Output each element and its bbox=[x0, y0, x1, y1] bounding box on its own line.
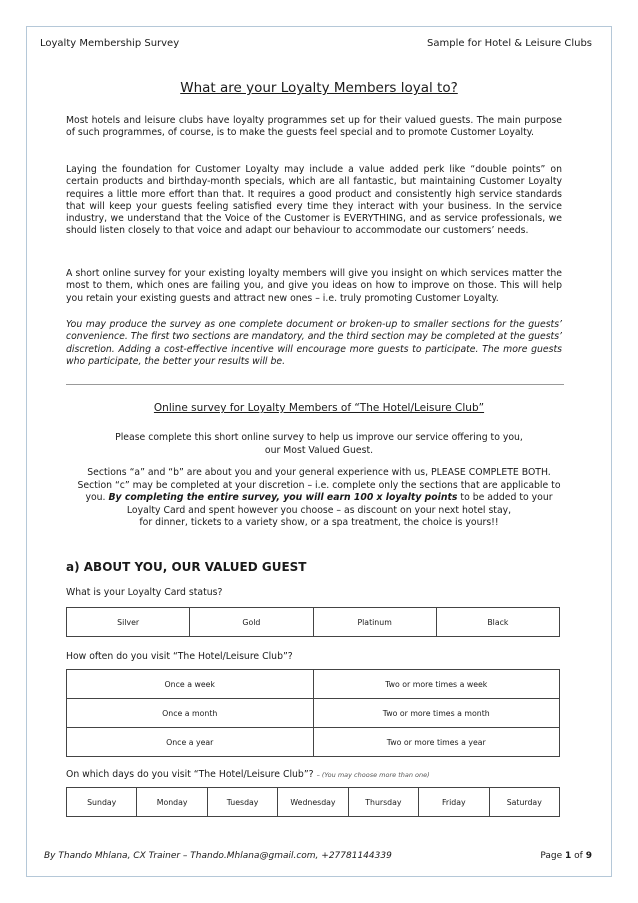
option-wednesday[interactable]: Wednesday bbox=[278, 788, 348, 817]
option-saturday[interactable]: Saturday bbox=[489, 788, 559, 817]
option-tuesday[interactable]: Tuesday bbox=[207, 788, 277, 817]
footer-author: By Thando Mhlana, CX Trainer – Thando.Mhlana@gmail.com, +27781144339 bbox=[44, 851, 392, 861]
total-pages: 9 bbox=[585, 851, 592, 861]
intro-paragraph-1: Most hotels and leisure clubs have loyalty programmes set up for their valued guests. The main purpose of such programmes, of course, is to make the guests feel special and to promote Customer Loyalty. bbox=[66, 115, 562, 139]
sections-line-4: Loyalty Card and spent however you choose – as discount on your next hotel stay, bbox=[126, 504, 512, 516]
option-black[interactable]: Black bbox=[436, 608, 559, 637]
option-monday[interactable]: Monday bbox=[137, 788, 207, 817]
card-status-options bbox=[66, 607, 560, 637]
survey-invite-line-2: our Most Valued Guest. bbox=[264, 444, 374, 456]
option-two-or-more-month[interactable]: Two or more times a month bbox=[313, 699, 560, 728]
option-once-a-week[interactable]: Once a week bbox=[67, 670, 314, 699]
survey-invite bbox=[40, 432, 598, 457]
sections-line-2: Section “c” may be completed at your discretion – i.e. complete only the sections that are applicable to bbox=[77, 479, 561, 491]
visit-frequency-options bbox=[66, 669, 560, 757]
current-page: 1 bbox=[565, 851, 572, 861]
option-platinum[interactable]: Platinum bbox=[313, 608, 436, 637]
survey-invite-line-1: Please complete this short online survey to help us improve our service offering to you, bbox=[115, 432, 523, 443]
question-card-status: What is your Loyalty Card status? bbox=[66, 587, 223, 598]
sections-line-1: Sections “a” and “b” are about you and your general experience with us, PLEASE COMPLETE BOTH. bbox=[87, 467, 551, 478]
page-word: Page bbox=[540, 851, 563, 861]
intro-paragraph-4: You may produce the survey as one complete document or broken-up to smaller sections for the guests’ convenience. The first two sections are mandatory, and the third section may be completed at the guests’ discretion. Adding a cost-effective incentive will encourage more guests to participate. The more guests who participate, the better your results will be. bbox=[66, 319, 562, 367]
option-friday[interactable]: Friday bbox=[419, 788, 489, 817]
loyalty-points-incentive: By completing the entire survey, you will earn 100 x loyalty points bbox=[108, 492, 458, 503]
footer-page-number bbox=[540, 851, 592, 861]
option-once-a-year[interactable]: Once a year bbox=[67, 728, 314, 757]
question-visit-days-label: On which days do you visit “The Hotel/Leisure Club”? bbox=[66, 769, 314, 780]
option-thursday[interactable]: Thursday bbox=[348, 788, 418, 817]
question-visit-frequency: How often do you visit “The Hotel/Leisure Club”? bbox=[66, 651, 293, 662]
survey-title: Online survey for Loyalty Members of “The Hotel/Leisure Club” bbox=[153, 402, 485, 414]
header-right: Sample for Hotel & Leisure Clubs bbox=[427, 38, 592, 49]
section-a-heading: a) ABOUT YOU, OUR VALUED GUEST bbox=[66, 560, 307, 574]
of-word: of bbox=[574, 851, 583, 861]
sections-line-5: for dinner, tickets to a variety show, or a spa treatment, the choice is yours!! bbox=[139, 517, 499, 528]
question-visit-days bbox=[66, 769, 430, 780]
sections-line-3-pre: you. bbox=[85, 492, 106, 503]
option-sunday[interactable]: Sunday bbox=[67, 788, 137, 817]
sections-line-3-post: to be added to your bbox=[460, 492, 553, 503]
option-silver[interactable]: Silver bbox=[67, 608, 190, 637]
visit-days-options bbox=[66, 787, 560, 817]
header-left: Loyalty Membership Survey bbox=[40, 38, 180, 49]
divider bbox=[66, 384, 564, 385]
option-gold[interactable]: Gold bbox=[190, 608, 313, 637]
intro-paragraph-3: A short online survey for your existing loyalty members will give you insight on which services matter the most to them, which ones are failing you, and give you ideas on how to improve on those. This will help you retain your existing guests and attract new ones – i.e. truly promoting Customer Loyalty. bbox=[66, 268, 562, 304]
page-title: What are your Loyalty Members loyal to? bbox=[180, 80, 458, 96]
multi-choice-note: – (You may choose more than one) bbox=[316, 771, 430, 779]
sections-line-3 bbox=[40, 492, 598, 505]
option-once-a-month[interactable]: Once a month bbox=[67, 699, 314, 728]
option-two-or-more-year[interactable]: Two or more times a year bbox=[313, 728, 560, 757]
option-two-or-more-week[interactable]: Two or more times a week bbox=[313, 670, 560, 699]
intro-paragraph-2: Laying the foundation for Customer Loyalty may include a value added perk like “double points” on certain products and birthday-month specials, which are all fantastic, but maintaining Customer Loyalty requires a little more effort than that. It requires a good product and consistently high service standards that will keep your guests feeling satisfied every time they interact with your business. In the service industry, we understand that the Voice of the Customer is EVERYTHING, and as service professionals, we should listen closely to that voice and adapt our behaviour to accommodate our customers’ needs. bbox=[66, 164, 562, 237]
survey-sections-info bbox=[40, 467, 598, 530]
